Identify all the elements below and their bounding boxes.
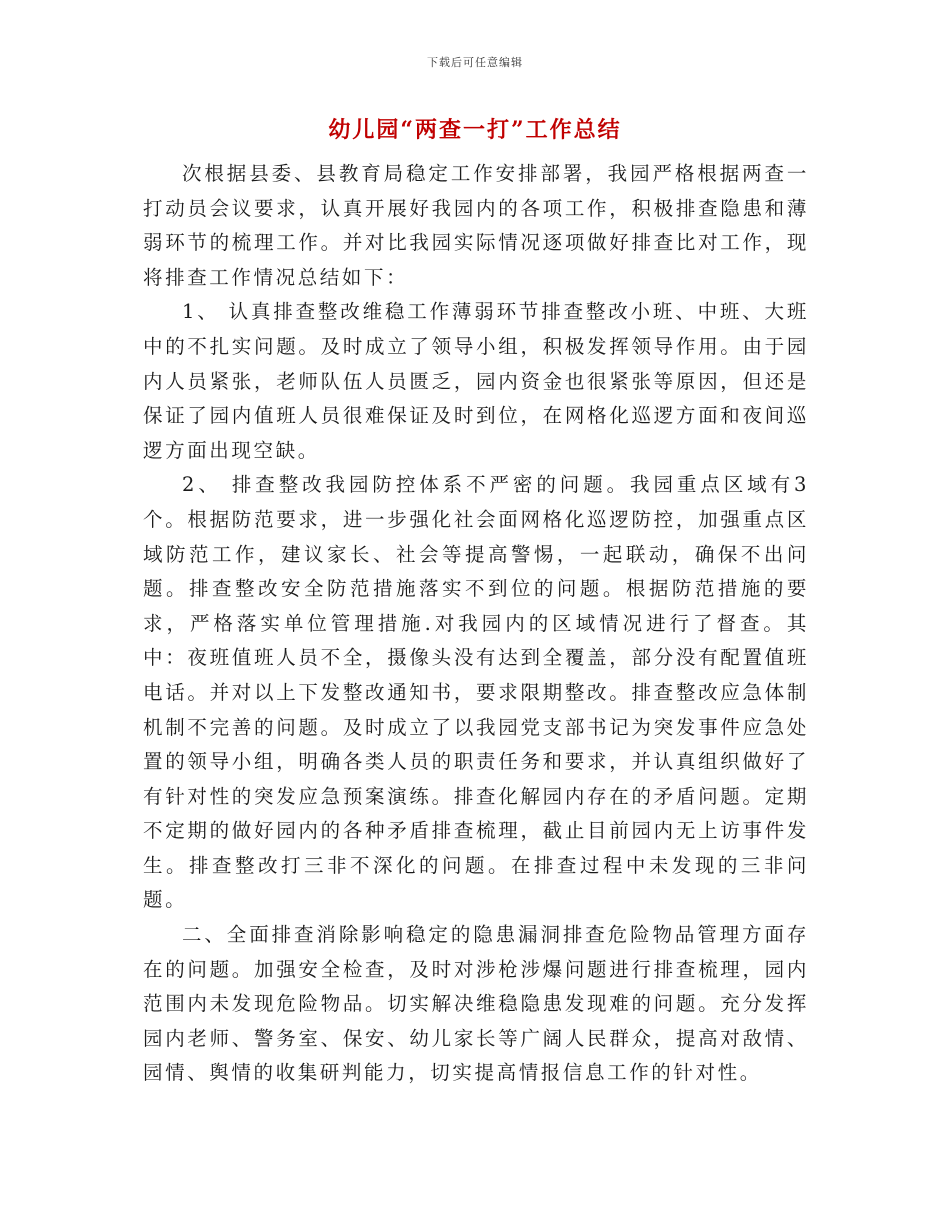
paragraph-section-2: 二、全面排查消除影响稳定的隐患漏洞排查危险物品管理方面存在的问题。加强安全检查，及时对涉枪涉爆问题进行排查梳理，园内范围内未发现危险物品。切实解决维稳隐患发现难的问题。充分发挥园内老师、警务室、保安、幼儿家长等广阔人民群众，提高对敌情、园情、舆情的收集研判能力，切实提高情报信息工作的针对性。 xyxy=(143,923,809,1085)
paragraph-intro: 次根据县委、县教育局稳定工作安排部署，我园严格根据两查一打动员会议要求，认真开展好我园内的各项工作，积极排查隐患和薄弱环节的梳理工作。并对比我园实际情况逐项做好排查比对工作，现将排查工作情况总结如下： xyxy=(143,162,809,289)
document-title: 幼儿园“两查一打”工作总结 xyxy=(328,117,622,143)
paragraph-item-2: 2、 排查整改我园防控体系不严密的问题。我园重点区域有3个。根据防范要求，进一步强化社会面网格化巡逻防控，加强重点区域防范工作，建议家长、社会等提高警惕，一起联动，确保不出问题。排查整改安全防范措施落实不到位的问题。根据防范措施的要求，严格落实单位管理措施.对我园内的区域情况进行了督查。其中：夜班值班人员不全，摄像头没有达到全覆盖，部分没有配置值班电话。并对以上下发整改通知书，要求限期整改。排查整改应急体制机制不完善的问题。及时成立了以我园党支部书记为突发事件应急处置的领导小组，明确各类人员的职责任务和要求，并认真组织做好了有针对性的突发应急预案演练。排查化解园内存在的矛盾问题。定期不定期的做好园内的各种矛盾排查梳理，截止目前园内无上访事件发生。排查整改打三非不深化的问题。在排查过程中未发现的三非问题。 xyxy=(143,473,809,912)
paragraph-item-1: 1、 认真排查整改维稳工作薄弱环节排查整改小班、中班、大班中的不扎实问题。及时成立了领导小组，积极发挥领导作用。由于园内人员紧张，老师队伍人员匮乏，园内资金也很紧张等原因，但还是保证了园内值班人员很难保证及时到位，在网格化巡逻方面和夜间巡逻方面出现空缺。 xyxy=(143,300,809,462)
document-body xyxy=(143,157,809,1091)
header-note: 下载后可任意编辑 xyxy=(427,56,523,69)
